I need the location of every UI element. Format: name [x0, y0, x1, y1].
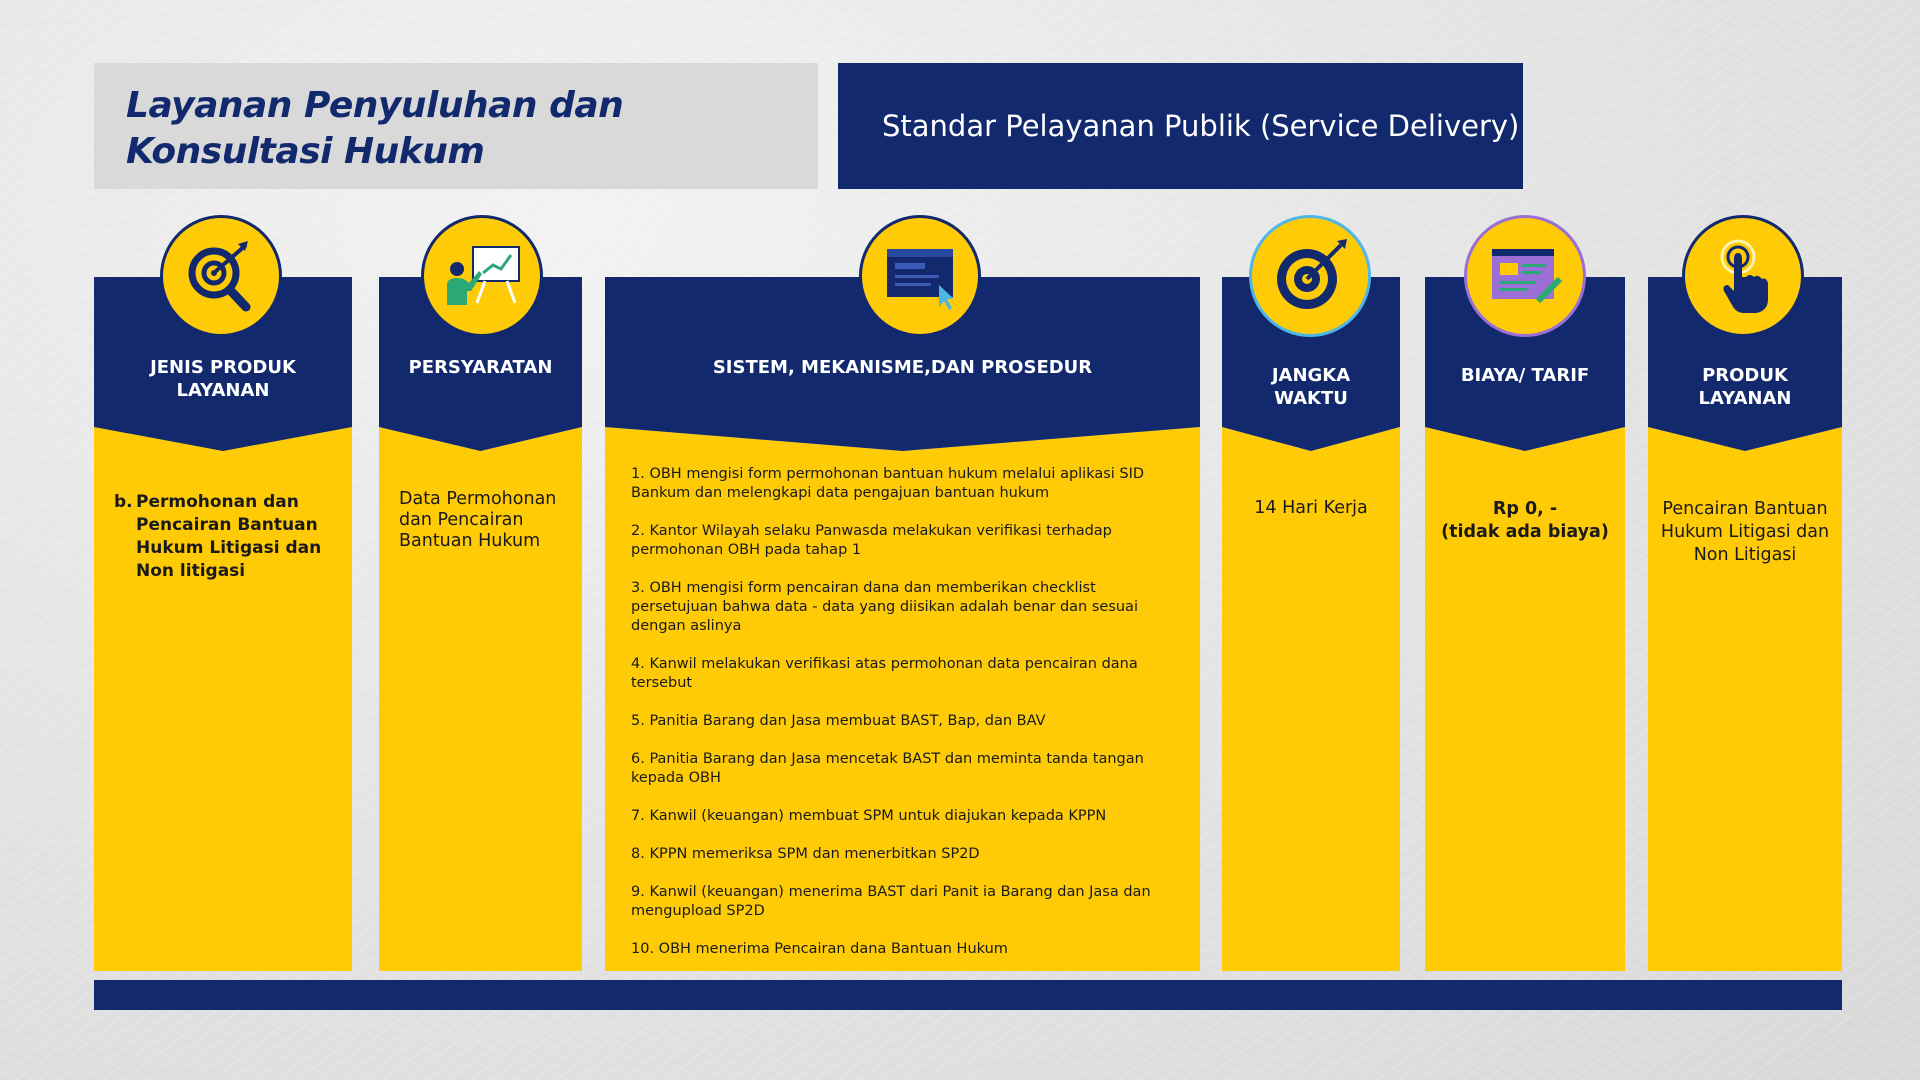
column-heading: BIAYA/ TARIF [1460, 365, 1590, 386]
column-content [605, 465, 1200, 978]
column-content: 14 Hari Kerja [1254, 498, 1368, 518]
tap-hand-icon [1682, 215, 1804, 337]
procedure-step: 10. OBH menerima Pencairan dana Bantuan Hukum [631, 941, 1008, 957]
tariff-note: (tidak ada biaya) [1441, 522, 1609, 542]
procedure-step: 3. OBH mengisi form pencairan dana dan memberikan checklist persetujuan bahwa data - data yang diisikan adalah benar dan sesuai dengan aslinya [631, 580, 1138, 634]
form-edit-icon [1464, 215, 1586, 337]
column-persyaratan [379, 277, 582, 971]
column-content [1425, 498, 1625, 544]
browser-window-icon [859, 215, 981, 337]
column-sistem [605, 277, 1200, 971]
header-box [838, 63, 1523, 189]
column-produk-layanan [1648, 277, 1842, 971]
tariff-amount: Rp 0, - [1492, 499, 1558, 519]
column-content-text: Permohonan dan Pencairan Bantuan Hukum Litigasi dan Non litigasi [136, 492, 322, 581]
procedure-step: 7. Kanwil (keuangan) membuat SPM untuk diajukan kepada KPPN [631, 808, 1107, 824]
column-biaya-tarif [1425, 277, 1625, 971]
page-title: Layanan Penyuluhan dan Konsultasi Hukum [126, 85, 624, 172]
procedure-step: 9. Kanwil (keuangan) menerima BAST dari Panit ia Barang dan Jasa dan mengupload SP2D [631, 884, 1151, 919]
list-prefix: b. [114, 492, 133, 512]
title-box [94, 63, 818, 189]
column-heading: JENIS PRODUK LAYANAN [150, 357, 296, 401]
procedure-step: 8. KPPN memeriksa SPM dan menerbitkan SP2D [631, 846, 980, 862]
column-heading: JANGKA WAKTU [1271, 365, 1351, 409]
column-content [94, 491, 352, 583]
header-title: Standar Pelayanan Publik (Service Delivery) [882, 109, 1520, 143]
procedure-step: 5. Panitia Barang dan Jasa membuat BAST, Bap, dan BAV [631, 713, 1046, 729]
magnifier-target-icon [160, 215, 282, 337]
footer-bar [94, 980, 1842, 1010]
presentation-board-icon [421, 215, 543, 337]
column-heading: SISTEM, MEKANISME,DAN PROSEDUR [712, 357, 1093, 378]
column-jangka-waktu [1222, 277, 1400, 971]
procedure-step: 2. Kantor Wilayah selaku Panwasda melakukan verifikasi terhadap permohonan OBH pada tahap 1 [631, 523, 1112, 558]
procedure-list [631, 465, 1174, 959]
column-content: Pencairan Bantuan Hukum Litigasi dan Non Litigasi [1660, 499, 1830, 565]
procedure-step: 4. Kanwil melakukan verifikasi atas permohonan data pencairan dana tersebut [631, 656, 1138, 691]
column-content: Data Permohonan dan Pencairan Bantuan Hukum [399, 489, 557, 551]
procedure-step: 6. Panitia Barang dan Jasa mencetak BAST dan meminta tanda tangan kepada OBH [631, 751, 1144, 786]
target-arrow-icon [1249, 215, 1371, 337]
procedure-step: 1. OBH mengisi form permohonan bantuan hukum melalui aplikasi SID Bankum dan melengkapi data pengajuan bantuan hukum [631, 466, 1145, 501]
column-heading: PRODUK LAYANAN [1698, 365, 1792, 409]
column-jenis-produk [94, 277, 352, 971]
column-heading: PERSYARATAN [408, 357, 553, 378]
